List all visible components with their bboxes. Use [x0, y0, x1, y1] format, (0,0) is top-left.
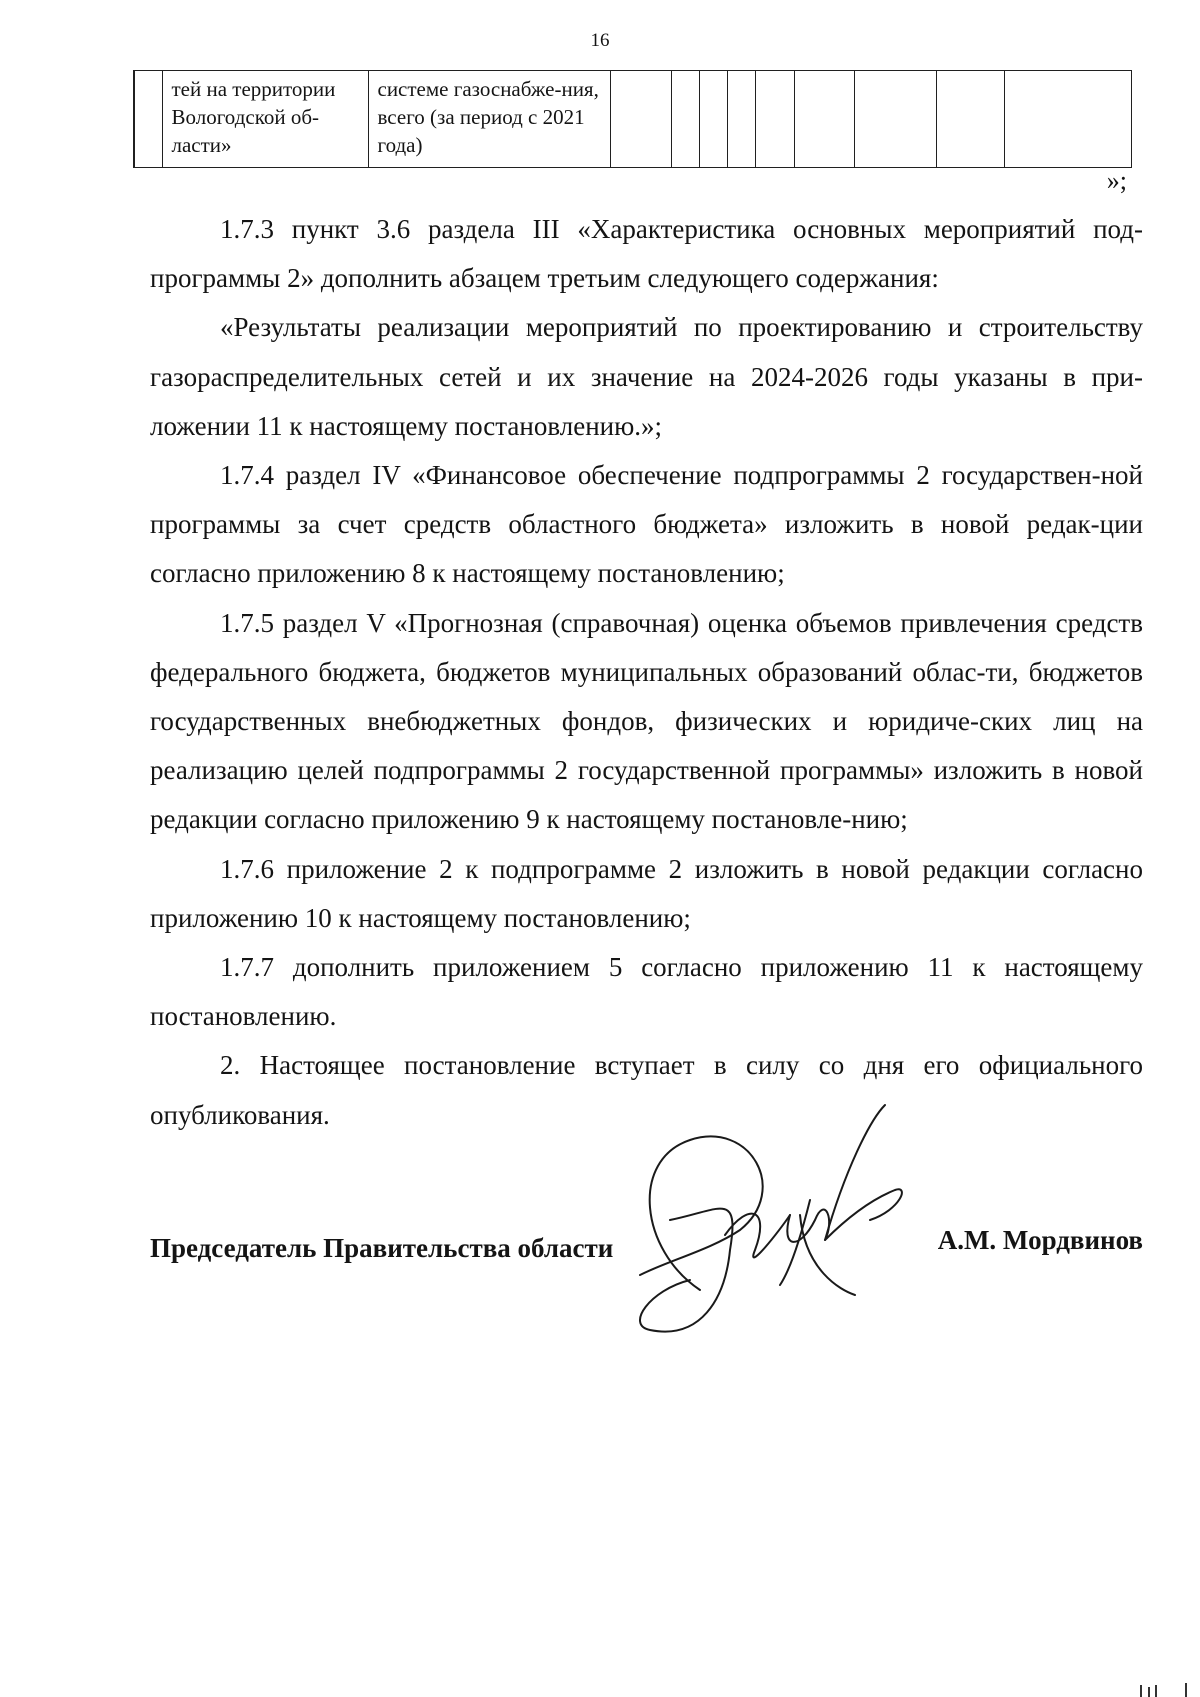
table-cell: [699, 71, 727, 168]
signatory-name: А.М. Мордвинов: [937, 1225, 1143, 1255]
paragraph-1-7-5: 1.7.5 раздел V «Прогнозная (справочная) оценка объемов привлечения средств федерального бюджета, бюджетов муниципальных образований облас-ти, бюджетов государственных внебюджетных фондов, физических и юридиче-ских лиц на реализацию целей подпрограммы 2 государственной программы» изложить в новой редакции согласно приложению 9 к настоящему постановле-нию;: [150, 607, 1143, 835]
paragraph-1-7-4: 1.7.4 раздел IV «Финансовое обеспечение подпрограммы 2 государствен-ной программы за счет средств областного бюджета» изложить в новой редак-ции согласно приложению 8 к настоящему постановлению;: [150, 460, 1143, 589]
paragraph-1-7-3: 1.7.3 пункт 3.6 раздела III «Характеристика основных мероприятий под-программы 2» дополнить абзацем третьим следующего содержания:: [150, 214, 1143, 294]
table-cell: [610, 71, 671, 168]
table-cell: [134, 71, 162, 168]
table-cell: [671, 71, 699, 168]
paragraph-quoted-addition: «Результаты реализации мероприятий по проектированию и строительству газораспределительных сетей и их значение на 2024-2026 годы указаны в при-ложении 11 к настоящему постановлению.»;: [150, 312, 1143, 441]
scan-edge-mark: [1185, 1683, 1187, 1697]
continued-table: [133, 70, 1132, 168]
page-number: 16: [590, 30, 610, 51]
paragraph-2-effective: 2. Настоящее постановление вступает в силу со дня его официального опубликования.: [150, 1050, 1143, 1130]
paragraph-1-7-7: 1.7.7 дополнить приложением 5 согласно приложению 11 к настоящему постановлению.: [150, 952, 1143, 1032]
document-body: [150, 205, 1143, 1140]
table-cell: [755, 71, 794, 168]
paragraph-1-7-6: 1.7.6 приложение 2 к подпрограмме 2 изложить в новой редакции согласно приложению 10 к настоящему постановлению;: [150, 853, 1143, 933]
scan-edge-mark: [1148, 1687, 1150, 1697]
table-row: [134, 71, 1131, 168]
signatory-position: Председатель Правительства области: [150, 1233, 614, 1263]
table-cell: [727, 71, 755, 168]
handwritten-signature: [630, 1100, 930, 1350]
table-cell: [854, 71, 936, 168]
table-cell: [936, 71, 1004, 168]
table-cell: [794, 71, 854, 168]
table-cell: системе газоснабже-ния, всего (за период с 2021 года): [368, 71, 610, 168]
scan-edge-mark: [1140, 1685, 1142, 1697]
scan-edge-mark: [1155, 1685, 1157, 1697]
table-cell: тей на территории Вологодской об-ласти»: [162, 71, 368, 168]
closing-quote: »;: [1106, 166, 1127, 195]
table-cell: [1004, 71, 1131, 168]
